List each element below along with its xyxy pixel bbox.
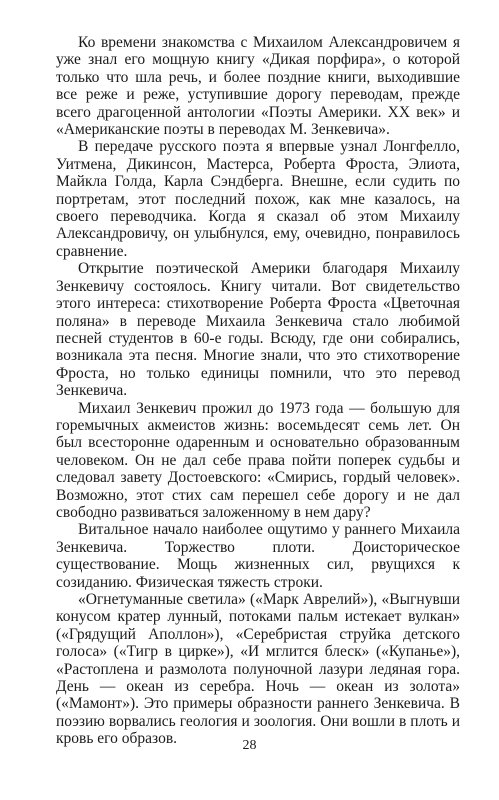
- paragraph-1: Ко времени знакомства с Михаилом Александровичем я уже знал его мощную книгу «Дикая порфира», о которой только что шла речь, и более поздние книги, выходившие все реже и реже, уступившие дорогу переводам, прежде всего драгоценной антологии «Поэты Америки. XX век» и «Американские поэты в переводах М. Зенкевича».: [56, 34, 460, 139]
- paragraph-5: Витальное начало наиболее ощутимо у раннего Михаила Зенкевича. Торжество плоти. Доисторическое существование. Мощь жизненных сил, рвущихся к созиданию. Физическая тяжесть строки.: [56, 521, 460, 591]
- paragraph-3: Открытие поэтической Америки благодаря Михаилу Зенкевичу состоялось. Книгу читали. Вот свидетельство этого интереса: стихотворение Роберта Фроста «Цветочная поляна» в переводе Михаила Зенкевича стало любимой песней студентов в 60-е годы. Всюду, где они собирались, возникала эта песня. Многие знали, что это стихотворение Фроста, но только единицы помнили, что это перевод Зенкевича.: [56, 260, 460, 400]
- page-number: 28: [242, 738, 257, 753]
- paragraph-6: «Огнетуманные светила» («Марк Аврелий»), «Выгнувши конусом кратер лунный, потоками пальм истекает вулкан» («Грядущий Аполлон»), «Серебристая струйка детского голоса» («Тигр в цирке»), «И мглится блеск» («Купанье»), «Растоплена и размолота полуночной лазури ледяная гора. День — океан из серебра. Ночь — океан из золота» («Мамонт»). Это примеры образности раннего Зенкевича. В поэзию ворвались геология и зоология. Они вошли в плоть и кровь его образов.: [56, 591, 460, 748]
- paragraph-4: Михаил Зенкевич прожил до 1973 года — большую для горемычных акмеистов жизнь: восемьдесят семь лет. Он был всесторонне одаренным и основательно образованным человеком. Он не дал себе права пойти поперек судьбы и следовал завету Достоевского: «Смирись, гордый человек». Возможно, этот стих сам перешел себе дорогу и не дал свободно развиваться заложенному в нем дару?: [56, 399, 460, 521]
- paragraph-2: В передаче русского поэта я впервые узнал Лонгфелло, Уитмена, Дикинсон, Мастерса, Роберта Фроста, Элиота, Майкла Голда, Карла Сэндберга. Внешне, если судить по портретам, этот последний похож, как мне казалось, на своего переводчика. Когда я сказал об этом Михаилу Александровичу, он улыбнулся, ему, очевидно, понравилось сравнение.: [56, 138, 460, 260]
- body-text: [56, 34, 460, 748]
